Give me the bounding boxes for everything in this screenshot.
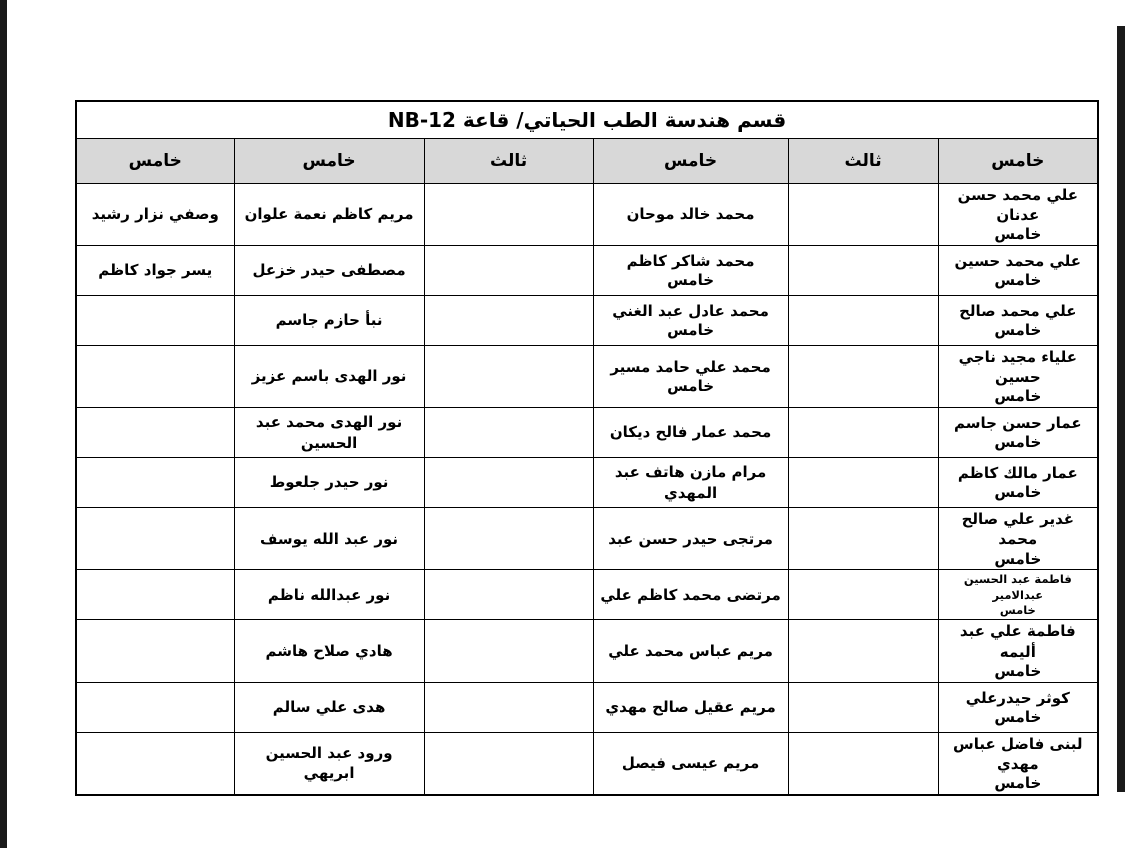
- student-name: مريم عقيل صالح مهدي: [605, 697, 776, 716]
- seat-cell: [424, 570, 593, 620]
- student-name: محمد خالد موحان: [626, 205, 755, 223]
- seat-cell: [788, 458, 938, 508]
- stage-label: خامس: [994, 707, 1042, 726]
- column-header-4: خامس: [234, 138, 424, 183]
- seat-cell: [788, 345, 938, 407]
- student-name: نور عبدالله ناظم: [267, 585, 391, 604]
- student-name: مرتضى محمد كاظم علي: [600, 585, 781, 604]
- student-name: مرتجى حيدر حسن عبد: [608, 529, 773, 548]
- stage-label: خامس: [667, 321, 715, 339]
- student-name: وصفي نزار رشيد: [91, 205, 219, 223]
- student-name: نبأ حازم جاسم: [275, 311, 383, 330]
- seat-cell: [593, 408, 788, 458]
- student-name: محمد شاكر كاظم: [626, 251, 755, 270]
- seat-cell: [788, 732, 938, 795]
- student-name: نور الهدى محمد عبد الحسين: [255, 413, 403, 452]
- stage-label: خامس: [994, 271, 1042, 289]
- exam-hall-table: [75, 100, 1099, 796]
- student-name: عمار حسن جاسم: [954, 414, 1082, 432]
- seat-cell: [234, 620, 424, 682]
- student-name: مريم عباس محمد علي: [608, 641, 773, 660]
- student-name: غدير علي صالح محمد: [961, 510, 1075, 549]
- scan-edge-left: [0, 0, 7, 848]
- seat-cell: [938, 570, 1098, 620]
- seat-cell: [938, 508, 1098, 570]
- seat-cell: [234, 570, 424, 620]
- seat-cell: [76, 295, 234, 345]
- seat-cell: [424, 408, 593, 458]
- seat-cell: [788, 183, 938, 245]
- seat-cell: [234, 183, 424, 245]
- seat-cell: [938, 732, 1098, 795]
- seat-cell: [76, 245, 234, 295]
- seat-cell: [593, 458, 788, 508]
- seat-cell: [938, 295, 1098, 345]
- student-name: علي محمد حسن عدنان: [957, 185, 1078, 224]
- seat-cell: [76, 732, 234, 795]
- seat-cell: [76, 458, 234, 508]
- header-row: [76, 138, 1098, 183]
- table-row: [76, 458, 1098, 508]
- table-row: [76, 408, 1098, 458]
- stage-label: خامس: [994, 387, 1042, 406]
- seat-cell: [424, 682, 593, 732]
- seat-cell: [938, 183, 1098, 245]
- student-name: مريم كاظم نعمة علوان: [244, 205, 414, 223]
- student-name: يسر جواد كاظم: [98, 261, 213, 280]
- stage-label: خامس: [994, 433, 1042, 452]
- column-header-5: خامس: [76, 138, 234, 183]
- seat-cell: [788, 295, 938, 345]
- seat-cell: [593, 682, 788, 732]
- seat-cell: [234, 345, 424, 407]
- student-name: علي محمد حسين: [954, 251, 1082, 270]
- scan-edge-right: [1117, 26, 1125, 792]
- seat-cell: [593, 345, 788, 407]
- student-name: محمد عمار فالح ديكان: [609, 423, 772, 442]
- student-name: ورود عبد الحسين ابريهي: [265, 743, 393, 783]
- seat-cell: [593, 508, 788, 570]
- student-name: نور الهدى باسم عزيز: [251, 367, 407, 386]
- stage-label: خامس: [667, 271, 715, 289]
- seat-cell: [76, 682, 234, 732]
- student-name: هادي صلاح هاشم: [265, 641, 393, 660]
- seat-cell: [76, 345, 234, 407]
- table-row: [76, 682, 1098, 732]
- seat-cell: [938, 408, 1098, 458]
- stage-label: خامس: [994, 549, 1042, 568]
- student-name: عمار مالك كاظم: [957, 464, 1078, 482]
- table-row: [76, 295, 1098, 345]
- seat-cell: [788, 508, 938, 570]
- table-row: [76, 508, 1098, 570]
- student-name: نور عبد الله يوسف: [260, 529, 399, 548]
- stage-label: خامس: [994, 774, 1042, 792]
- table-row: [76, 245, 1098, 295]
- seat-cell: [593, 295, 788, 345]
- seat-cell: [938, 245, 1098, 295]
- seat-cell: [424, 295, 593, 345]
- seat-cell: [234, 682, 424, 732]
- seat-cell: [424, 245, 593, 295]
- seat-cell: [593, 732, 788, 795]
- student-name: لبنى فاضل عباس مهدي: [953, 734, 1083, 773]
- student-name: فاطمة علي عبد أليمه: [959, 622, 1076, 661]
- seat-cell: [593, 620, 788, 682]
- seat-cell: [593, 570, 788, 620]
- seat-cell: [234, 295, 424, 345]
- seat-cell: [234, 245, 424, 295]
- seat-cell: [424, 732, 593, 795]
- student-name: محمد عادل عبد الغني: [612, 301, 769, 320]
- student-name: مصطفى حيدر خزعل: [252, 261, 406, 280]
- stage-label: خامس: [999, 603, 1036, 618]
- seat-cell: [76, 183, 234, 245]
- column-header-1: ثالث: [788, 138, 938, 183]
- seat-cell: [76, 570, 234, 620]
- stage-label: خامس: [994, 483, 1042, 502]
- student-name: مرام مازن هاتف عبد المهدي: [614, 463, 767, 502]
- seat-cell: [424, 458, 593, 508]
- stage-label: خامس: [994, 321, 1042, 339]
- table-title: قسم هندسة الطب الحياتي/ قاعة NB-12: [76, 101, 1098, 138]
- seat-cell: [593, 245, 788, 295]
- table-row: [76, 620, 1098, 682]
- seat-cell: [424, 508, 593, 570]
- student-name: علي محمد صالح: [959, 301, 1077, 320]
- seat-cell: [76, 408, 234, 458]
- seat-cell: [788, 408, 938, 458]
- seat-cell: [938, 345, 1098, 407]
- seat-cell: [788, 245, 938, 295]
- table-row: [76, 570, 1098, 620]
- column-header-0: خامس: [938, 138, 1098, 183]
- stage-label: خامس: [994, 225, 1042, 243]
- seat-cell: [234, 408, 424, 458]
- seat-cell: [938, 458, 1098, 508]
- table-row: [76, 732, 1098, 795]
- seat-cell: [938, 682, 1098, 732]
- student-name: فاطمة عبد الحسين عبدالامير: [963, 572, 1072, 602]
- table-row: [76, 345, 1098, 407]
- seat-cell: [234, 458, 424, 508]
- student-name: مريم عيسى فيصل: [621, 754, 760, 772]
- seat-cell: [424, 620, 593, 682]
- title-row: [76, 101, 1098, 138]
- student-name: كوثر حيدرعلي: [965, 688, 1070, 707]
- seat-cell: [938, 620, 1098, 682]
- student-name: هدى علي سالم: [272, 697, 386, 716]
- seat-cell: [593, 183, 788, 245]
- seat-cell: [424, 183, 593, 245]
- seat-cell: [788, 620, 938, 682]
- seat-cell: [76, 620, 234, 682]
- student-name: محمد علي حامد مسير: [610, 357, 771, 376]
- column-header-2: خامس: [593, 138, 788, 183]
- seat-cell: [788, 682, 938, 732]
- seat-cell: [234, 732, 424, 795]
- seat-cell: [234, 508, 424, 570]
- seat-cell: [76, 508, 234, 570]
- seat-cell: [788, 570, 938, 620]
- student-name: نور حيدر جلعوط: [269, 473, 389, 492]
- seat-cell: [424, 345, 593, 407]
- stage-label: خامس: [667, 377, 715, 396]
- column-header-3: ثالث: [424, 138, 593, 183]
- student-name: علياء مجيد ناجي حسين: [958, 347, 1077, 386]
- table-row: [76, 183, 1098, 245]
- stage-label: خامس: [994, 661, 1042, 680]
